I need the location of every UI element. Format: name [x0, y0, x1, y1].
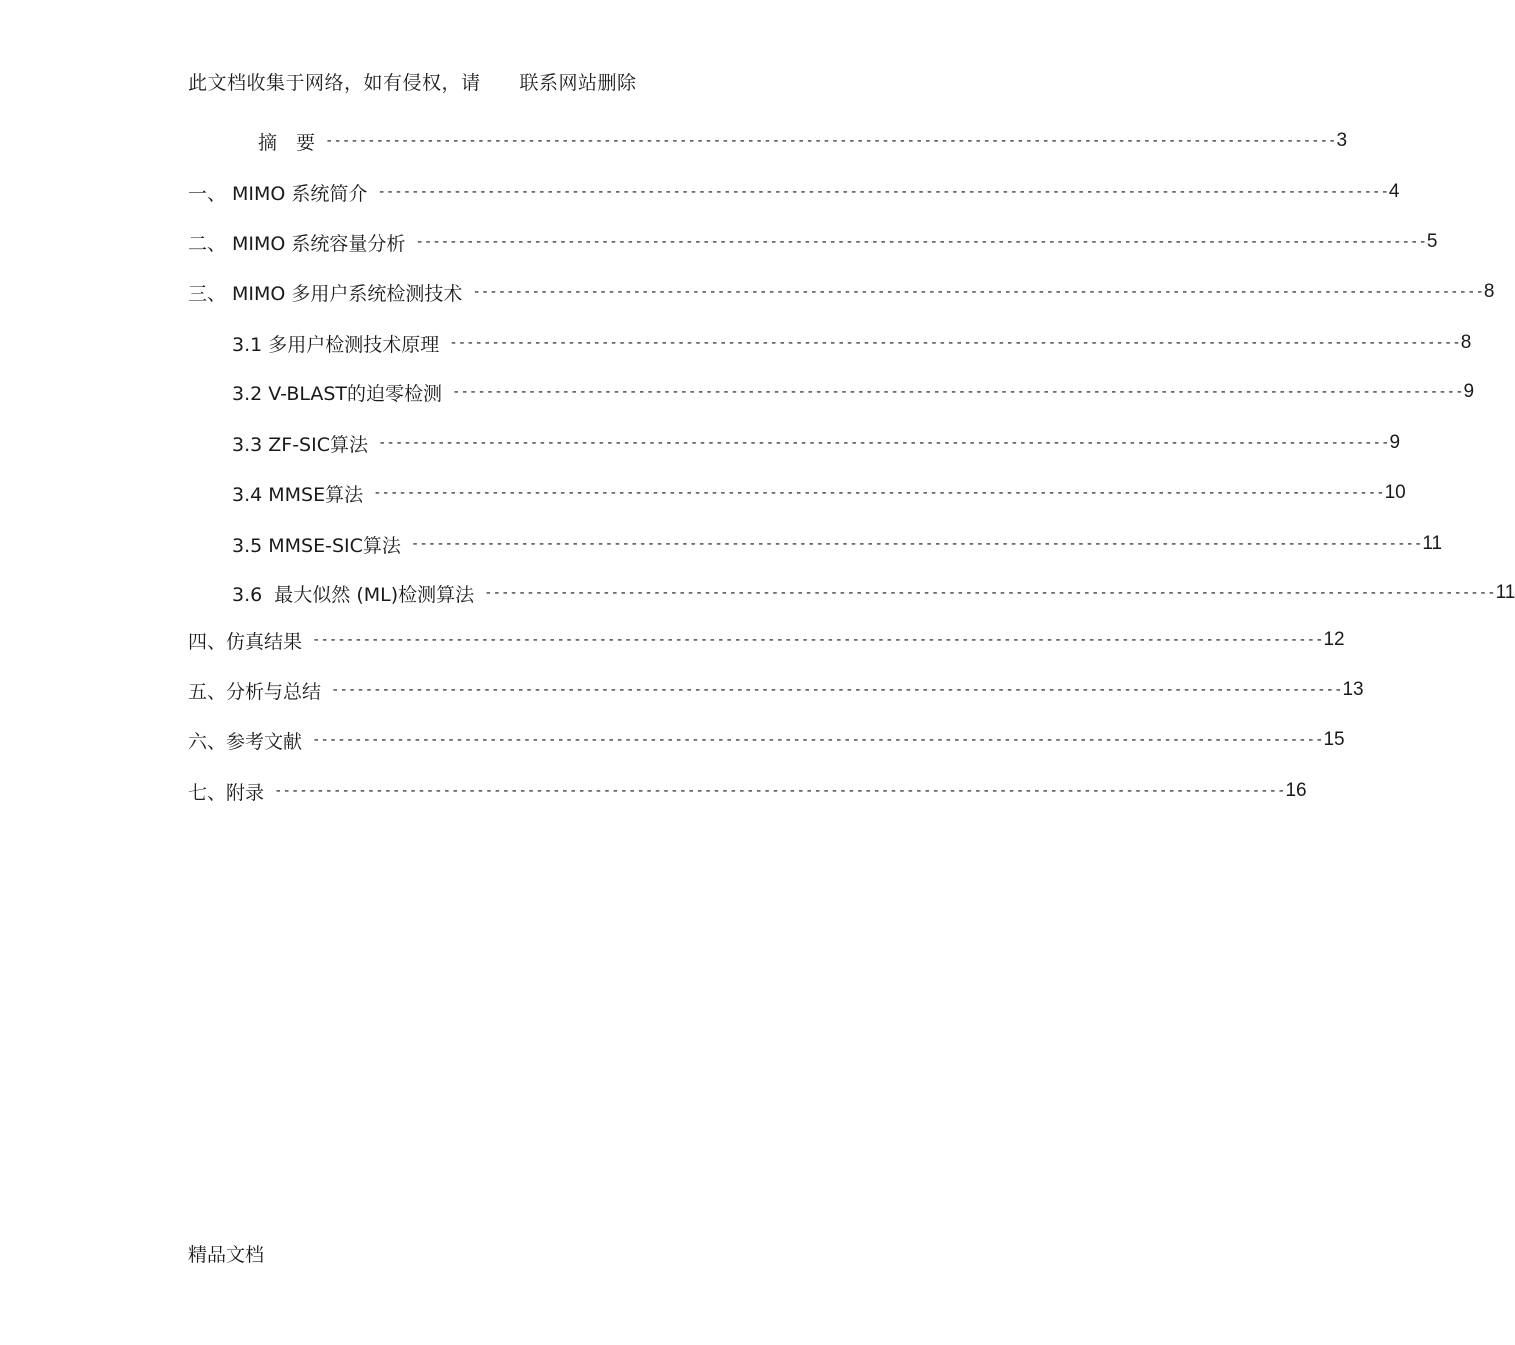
toc-leader-dashes: ------------------------------------------------------------------------------------------------------------------------ [378, 435, 1390, 451]
toc-entry-chapter-4[interactable] [188, 625, 1345, 655]
toc-entry-chapter-5[interactable] [188, 675, 1364, 705]
toc-leader-dashes: ------------------------------------------------------------------------------------------------------------------------ [472, 284, 1484, 300]
toc-entry-page: 11 [1422, 533, 1443, 554]
toc-entry-page: 12 [1323, 629, 1345, 650]
toc-entry-label: 五、分析与总结 [188, 680, 322, 703]
toc-leader-dashes: ------------------------------------------------------------------------------------------------------------------------ [484, 585, 1496, 601]
toc-entry-section-3-1[interactable] [232, 328, 1472, 358]
toc-entry-chapter-3[interactable] [188, 277, 1495, 307]
toc-leader-dashes: ------------------------------------------------------------------------------------------------------------------------ [331, 682, 1343, 698]
toc-entry-page: 8 [1483, 281, 1495, 302]
toc-entry-section-3-5[interactable] [232, 529, 1443, 559]
toc-entry-label: 七、附录 [188, 781, 265, 804]
toc-entry-label: 六、参考文献 [188, 730, 303, 753]
toc-leader-dashes: ------------------------------------------------------------------------------------------------------------------------ [415, 234, 1427, 250]
toc-leader-dashes: ------------------------------------------------------------------------------------------------------------------------ [377, 184, 1389, 200]
toc-entry-page: 16 [1285, 780, 1307, 801]
page-footer: 精品文档 [188, 1244, 265, 1266]
toc-entry-chapter-7[interactable] [188, 776, 1307, 806]
toc-leader-dashes: ------------------------------------------------------------------------------------------------------------------------ [410, 536, 1423, 552]
toc-entry-page: 9 [1463, 381, 1475, 402]
toc-entry-page: 4 [1388, 181, 1400, 202]
toc-entry-section-3-2[interactable] [232, 377, 1475, 407]
toc-entry-page: 15 [1323, 729, 1345, 750]
toc-entry-page: 13 [1342, 679, 1364, 700]
toc-entry-section-3-6[interactable] [232, 578, 1515, 608]
toc-leader-dashes: ------------------------------------------------------------------------------------------------------------------------ [325, 133, 1337, 149]
toc-leader-dashes: ------------------------------------------------------------------------------------------------------------------------ [312, 632, 1324, 648]
toc-entry-chapter-1[interactable] [188, 177, 1400, 207]
toc-entry-label: 3.1 多用户检测技术原理 [232, 333, 440, 356]
toc-entry-page: 10 [1384, 482, 1406, 503]
toc-entry-label: 一、 MIMO 系统简介 [188, 182, 368, 205]
toc-entry-label: 3.6 最大似然 (ML)检测算法 [232, 583, 475, 606]
toc-entry-section-3-3[interactable] [232, 428, 1401, 458]
toc-leader-dashes: ------------------------------------------------------------------------------------------------------------------------ [312, 732, 1324, 748]
toc-entry-section-3-4[interactable] [232, 478, 1406, 508]
toc-entry-label: 3.2 V-BLAST的迫零检测 [232, 382, 443, 405]
toc-entry-label: 摘 要 [258, 131, 316, 154]
toc-leader-dashes: ------------------------------------------------------------------------------------------------------------------------ [373, 485, 1385, 501]
toc-entry-abstract[interactable] [258, 126, 1348, 156]
toc-entry-page: 8 [1460, 332, 1472, 353]
toc-entry-label: 3.4 MMSE算法 [232, 483, 364, 506]
toc-entry-chapter-6[interactable] [188, 725, 1345, 755]
toc-entry-page: 5 [1426, 231, 1438, 252]
toc-entry-label: 四、仿真结果 [188, 630, 303, 653]
toc-entry-page: 3 [1336, 130, 1348, 151]
toc-leader-dashes: ------------------------------------------------------------------------------------------------------------------------ [274, 783, 1286, 799]
toc-leader-dashes: ------------------------------------------------------------------------------------------------------------------------ [449, 335, 1461, 351]
toc-entry-page: 11 [1495, 582, 1515, 603]
toc-leader-dashes: ------------------------------------------------------------------------------------------------------------------------ [452, 384, 1464, 400]
toc-entry-chapter-2[interactable] [188, 227, 1438, 257]
toc-entry-label: 3.3 ZF-SIC算法 [232, 433, 368, 456]
toc-entry-label: 二、 MIMO 系统容量分析 [188, 232, 406, 255]
toc-entry-label: 3.5 MMSE-SIC算法 [232, 534, 401, 557]
page-header: 此文档收集于网络，如有侵权，请 联系网站删除 [188, 72, 637, 94]
toc-entry-label: 三、 MIMO 多用户系统检测技术 [188, 282, 463, 305]
toc-entry-page: 9 [1389, 432, 1401, 453]
